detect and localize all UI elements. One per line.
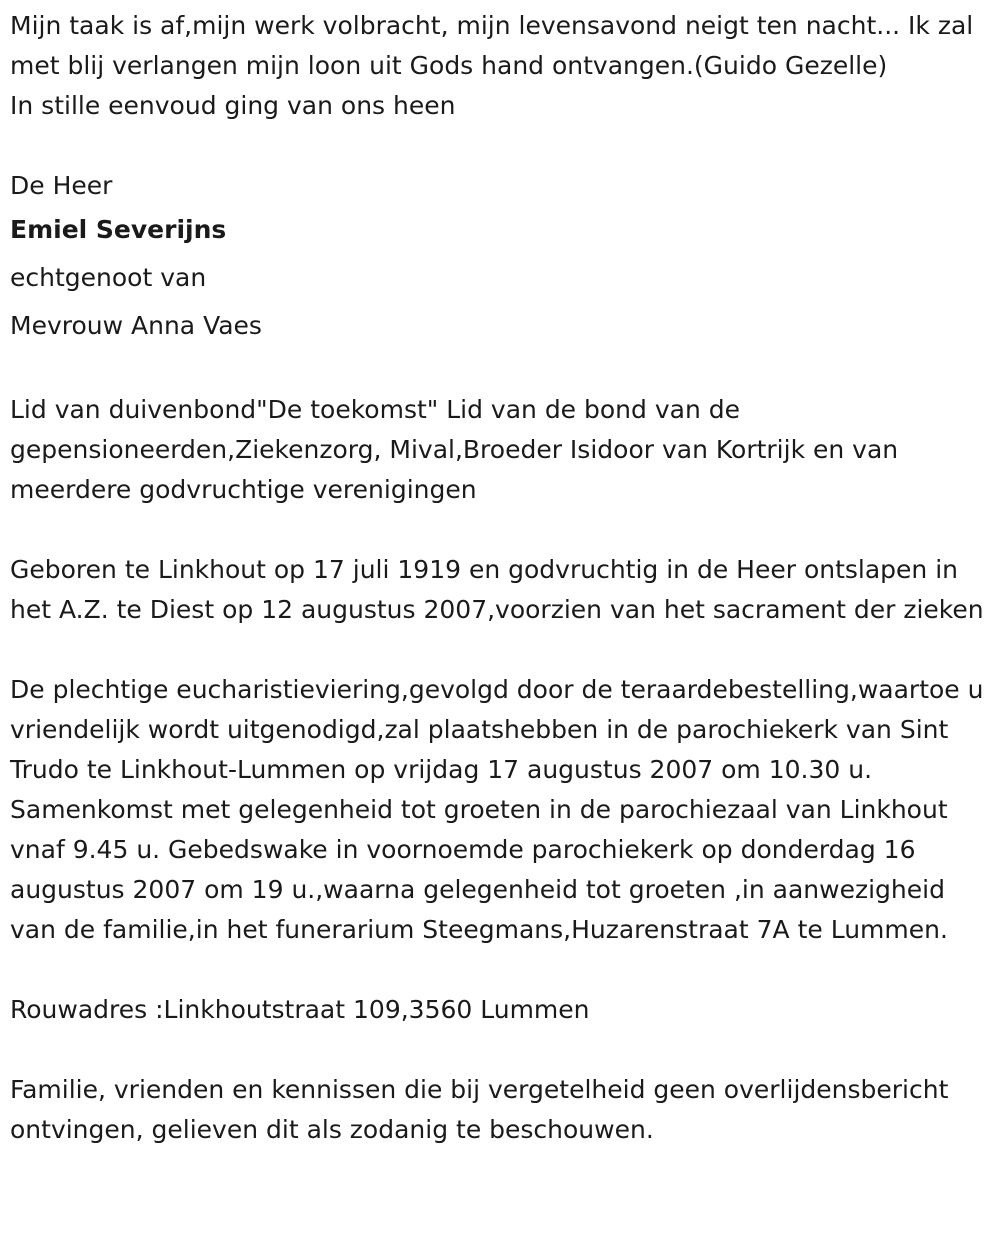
person-name: Emiel Severijns (10, 215, 227, 244)
spacer (10, 950, 990, 990)
intro-quote: Mijn taak is af,mijn werk volbracht, mijn levensavond neigt ten nacht... Ik zal met blij verlangen mijn loon uit Gods hand ontvangen.(Guido Gezelle) (10, 11, 974, 80)
spacer (10, 630, 990, 670)
spacer (10, 1030, 990, 1070)
spouse-name: Mevrouw Anna Vaes (10, 311, 262, 340)
ceremony-paragraph: De plechtige eucharistieviering,gevolgd door de teraardebestelling,waartoe u vriendelijk wordt uitgenodigd,zal plaatshebben in de parochiekerk van Sint Trudo te Linkhout-Lummen op vrijdag 17 augustus 2007 om 10.30 u. Samenkomst met gelegenheid tot groeten in de parochiezaal van Linkhout vnaf 9.45 u. Gebedswake in voornoemde parochiekerk op donderdag 16 augustus 2007 om 19 u.,waarna gelegenheid tot groeten ,in aanwezigheid van de familie,in het funerarium Steegmans,Huzarenstraat 7A te Lummen. (10, 675, 984, 944)
closing-paragraph: Familie, vrienden en kennissen die bij vergetelheid geen overlijdensbericht ontvingen, gelieven dit als zodanig te beschouwen. (10, 1075, 949, 1144)
person-title: De Heer (10, 171, 113, 200)
spacer (10, 510, 990, 550)
intro-line: In stille eenvoud ging van ons heen (10, 91, 456, 120)
mourning-address: Rouwadres :Linkhoutstraat 109,3560 Lummen (10, 995, 590, 1024)
birth-death-paragraph: Geboren te Linkhout op 17 juli 1919 en godvruchtig in de Heer ontslapen in het A.Z. te Diest op 12 augustus 2007,voorzien van het sacrament der zieken (10, 555, 984, 624)
memberships-paragraph: Lid van duivenbond"De toekomst" Lid van de bond van de gepensioneerden,Ziekenzorg, Mival,Broeder Isidoor van Kortrijk en van meerdere godvruchtige verenigingen (10, 395, 899, 504)
spacer (10, 126, 990, 166)
person-relation: echtgenoot van (10, 263, 207, 292)
spacer (10, 350, 990, 390)
